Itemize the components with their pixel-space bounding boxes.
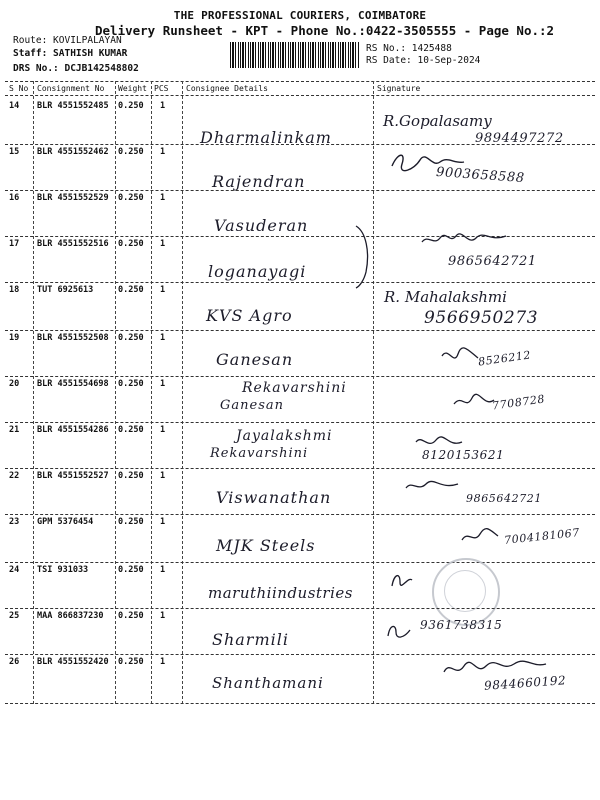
row-rule [5,282,595,283]
col-header-consignee: Consignee Details [186,84,268,93]
row-consignee: Viswanathan [216,488,332,507]
overwritten-name: Ganesan [220,398,284,413]
row-consignment: BLR 4551552462 [37,147,109,157]
rs-date: RS Date: 10-Sep-2024 [366,55,481,66]
row-rule [5,144,595,145]
row-weight: 0.250 [118,565,144,575]
row-pcs: 1 [160,285,166,295]
row-sno: 19 [9,333,20,343]
row-sno: 18 [9,285,20,295]
company-title: THE PROFESSIONAL COURIERS, COIMBATORE [173,9,427,22]
row-consignee: Sharmili [212,630,289,649]
row-sno: 23 [9,517,20,527]
row-pcs: 1 [160,147,166,157]
row-pcs: 1 [160,657,166,667]
row-weight: 0.250 [118,425,144,435]
row-consignee: Rekavarshini [242,380,347,396]
row-signer-phone: 9894497272 [475,131,564,146]
row-consignee: KVS Agro [206,306,293,325]
row-signer-phone: 9865642721 [448,254,537,269]
row-weight: 0.250 [118,471,144,481]
row-signer-phone: 9361738315 [420,618,503,632]
row-pcs: 1 [160,379,166,389]
row-weight: 0.250 [118,379,144,389]
row-pcs: 1 [160,517,166,527]
row-consignment: TUT 6925613 [37,285,94,295]
row-sno: 16 [9,193,20,203]
row-signer-phone: 9003658588 [435,164,526,187]
drs-number: DRS No.: DCJB142548802 [13,63,139,74]
row-pcs: 1 [160,425,166,435]
row-rule [5,608,595,609]
row-consignee: Vasuderan [214,216,309,235]
col-header-consignment: Consignment No [37,84,105,93]
overwritten-name: Rekavarshini [210,446,309,461]
row-pcs: 1 [160,239,166,249]
row-sno: 15 [9,147,20,157]
col-divider [182,81,183,704]
staff-label: Staff: SATHISH KUMAR [13,48,128,59]
row-rule [5,514,595,515]
row-rule [5,190,595,191]
row-weight: 0.250 [118,147,144,157]
row-consignee: maruthiindustries [208,584,353,602]
row-weight: 0.250 [118,193,144,203]
row-rule [5,376,595,377]
row-signer-phone: 8120153621 [422,448,505,462]
row-pcs: 1 [160,611,166,621]
row-rule [5,468,595,469]
row-pcs: 1 [160,193,166,203]
table-top-rule [5,81,595,82]
signature-scribble [420,228,510,250]
row-signer-phone: 8526212 [477,348,532,369]
row-consignment: BLR 4551554286 [37,425,109,435]
row-signer-phone: 9566950273 [424,308,539,328]
col-header-weight: Weight [118,84,147,93]
row-consignee: Rajendran [212,172,306,191]
row-rule [5,654,595,655]
row-sno: 20 [9,379,20,389]
col-divider [151,81,152,704]
row-sno: 26 [9,657,20,667]
row-consignment: BLR 4551552516 [37,239,109,249]
row-weight: 0.250 [118,333,144,343]
row-sno: 17 [9,239,20,249]
col-divider [373,81,374,704]
row-signer-phone: 9844660192 [483,673,567,693]
row-consignment: BLR 4551552527 [37,471,109,481]
row-signer-name: R. Mahalakshmi [384,288,507,306]
col-header-signature: Signature [377,84,421,93]
signature-scribble [440,344,480,368]
row-sno: 21 [9,425,20,435]
row-signer-phone: 9865642721 [466,492,542,505]
row-pcs: 1 [160,333,166,343]
row-consignee: Shanthamani [212,674,324,692]
row-signer-phone: 7708728 [491,392,546,413]
company-stamp [432,558,500,626]
row-consignment: BLR 4551552420 [37,657,109,667]
row-weight: 0.250 [118,657,144,667]
row-sno: 22 [9,471,20,481]
row-consignment: BLR 4551552529 [37,193,109,203]
col-divider [115,81,116,704]
row-consignee: loganayagi [208,262,307,281]
row-weight: 0.250 [118,517,144,527]
runsheet-title: Delivery Runsheet - KPT - Phone No.:0422-3505555 - Page No.:2 [95,23,555,38]
col-divider [33,81,34,704]
row-consignment: MAA 866837230 [37,611,104,621]
table-header-rule [5,95,595,96]
row-pcs: 1 [160,471,166,481]
row-weight: 0.250 [118,611,144,621]
barcode [230,42,360,68]
row-weight: 0.250 [118,101,144,111]
row-consignment: GPM 5376454 [37,517,94,527]
row-signer-name: R.Gopalasamy [383,112,492,130]
row-consignee: MJK Steels [216,536,316,555]
col-header-sno: S No [9,84,29,93]
row-consignment: BLR 4551552485 [37,101,109,111]
signature-scribble [388,568,416,592]
signature-scribble [384,620,414,642]
row-consignment: BLR 4551552508 [37,333,109,343]
row-weight: 0.250 [118,239,144,249]
row-rule [5,562,595,563]
table-bottom-rule [5,703,595,704]
signature-scribble [404,476,460,496]
row-rule [5,422,595,423]
signature-scribble [460,524,500,548]
row-consignment: TSI 931033 [37,565,89,575]
row-signer-phone: 7004181067 [503,526,581,547]
row-consignee: Jayalakshmi [236,428,333,444]
row-pcs: 1 [160,565,166,575]
row-consignee: Dharmalinkam [200,128,332,147]
row-sno: 24 [9,565,20,575]
signature-scribble [452,390,496,414]
row-weight: 0.250 [118,285,144,295]
row-consignee: Ganesan [216,350,294,369]
row-pcs: 1 [160,101,166,111]
col-header-pcs: PCS [154,84,169,93]
row-consignment: BLR 4551554698 [37,379,109,389]
row-sno: 14 [9,101,20,111]
row-rule [5,330,595,331]
rs-number: RS No.: 1425488 [366,43,452,54]
route-label: Route: KOVILPALAYAN [13,35,122,46]
row-sno: 25 [9,611,20,621]
